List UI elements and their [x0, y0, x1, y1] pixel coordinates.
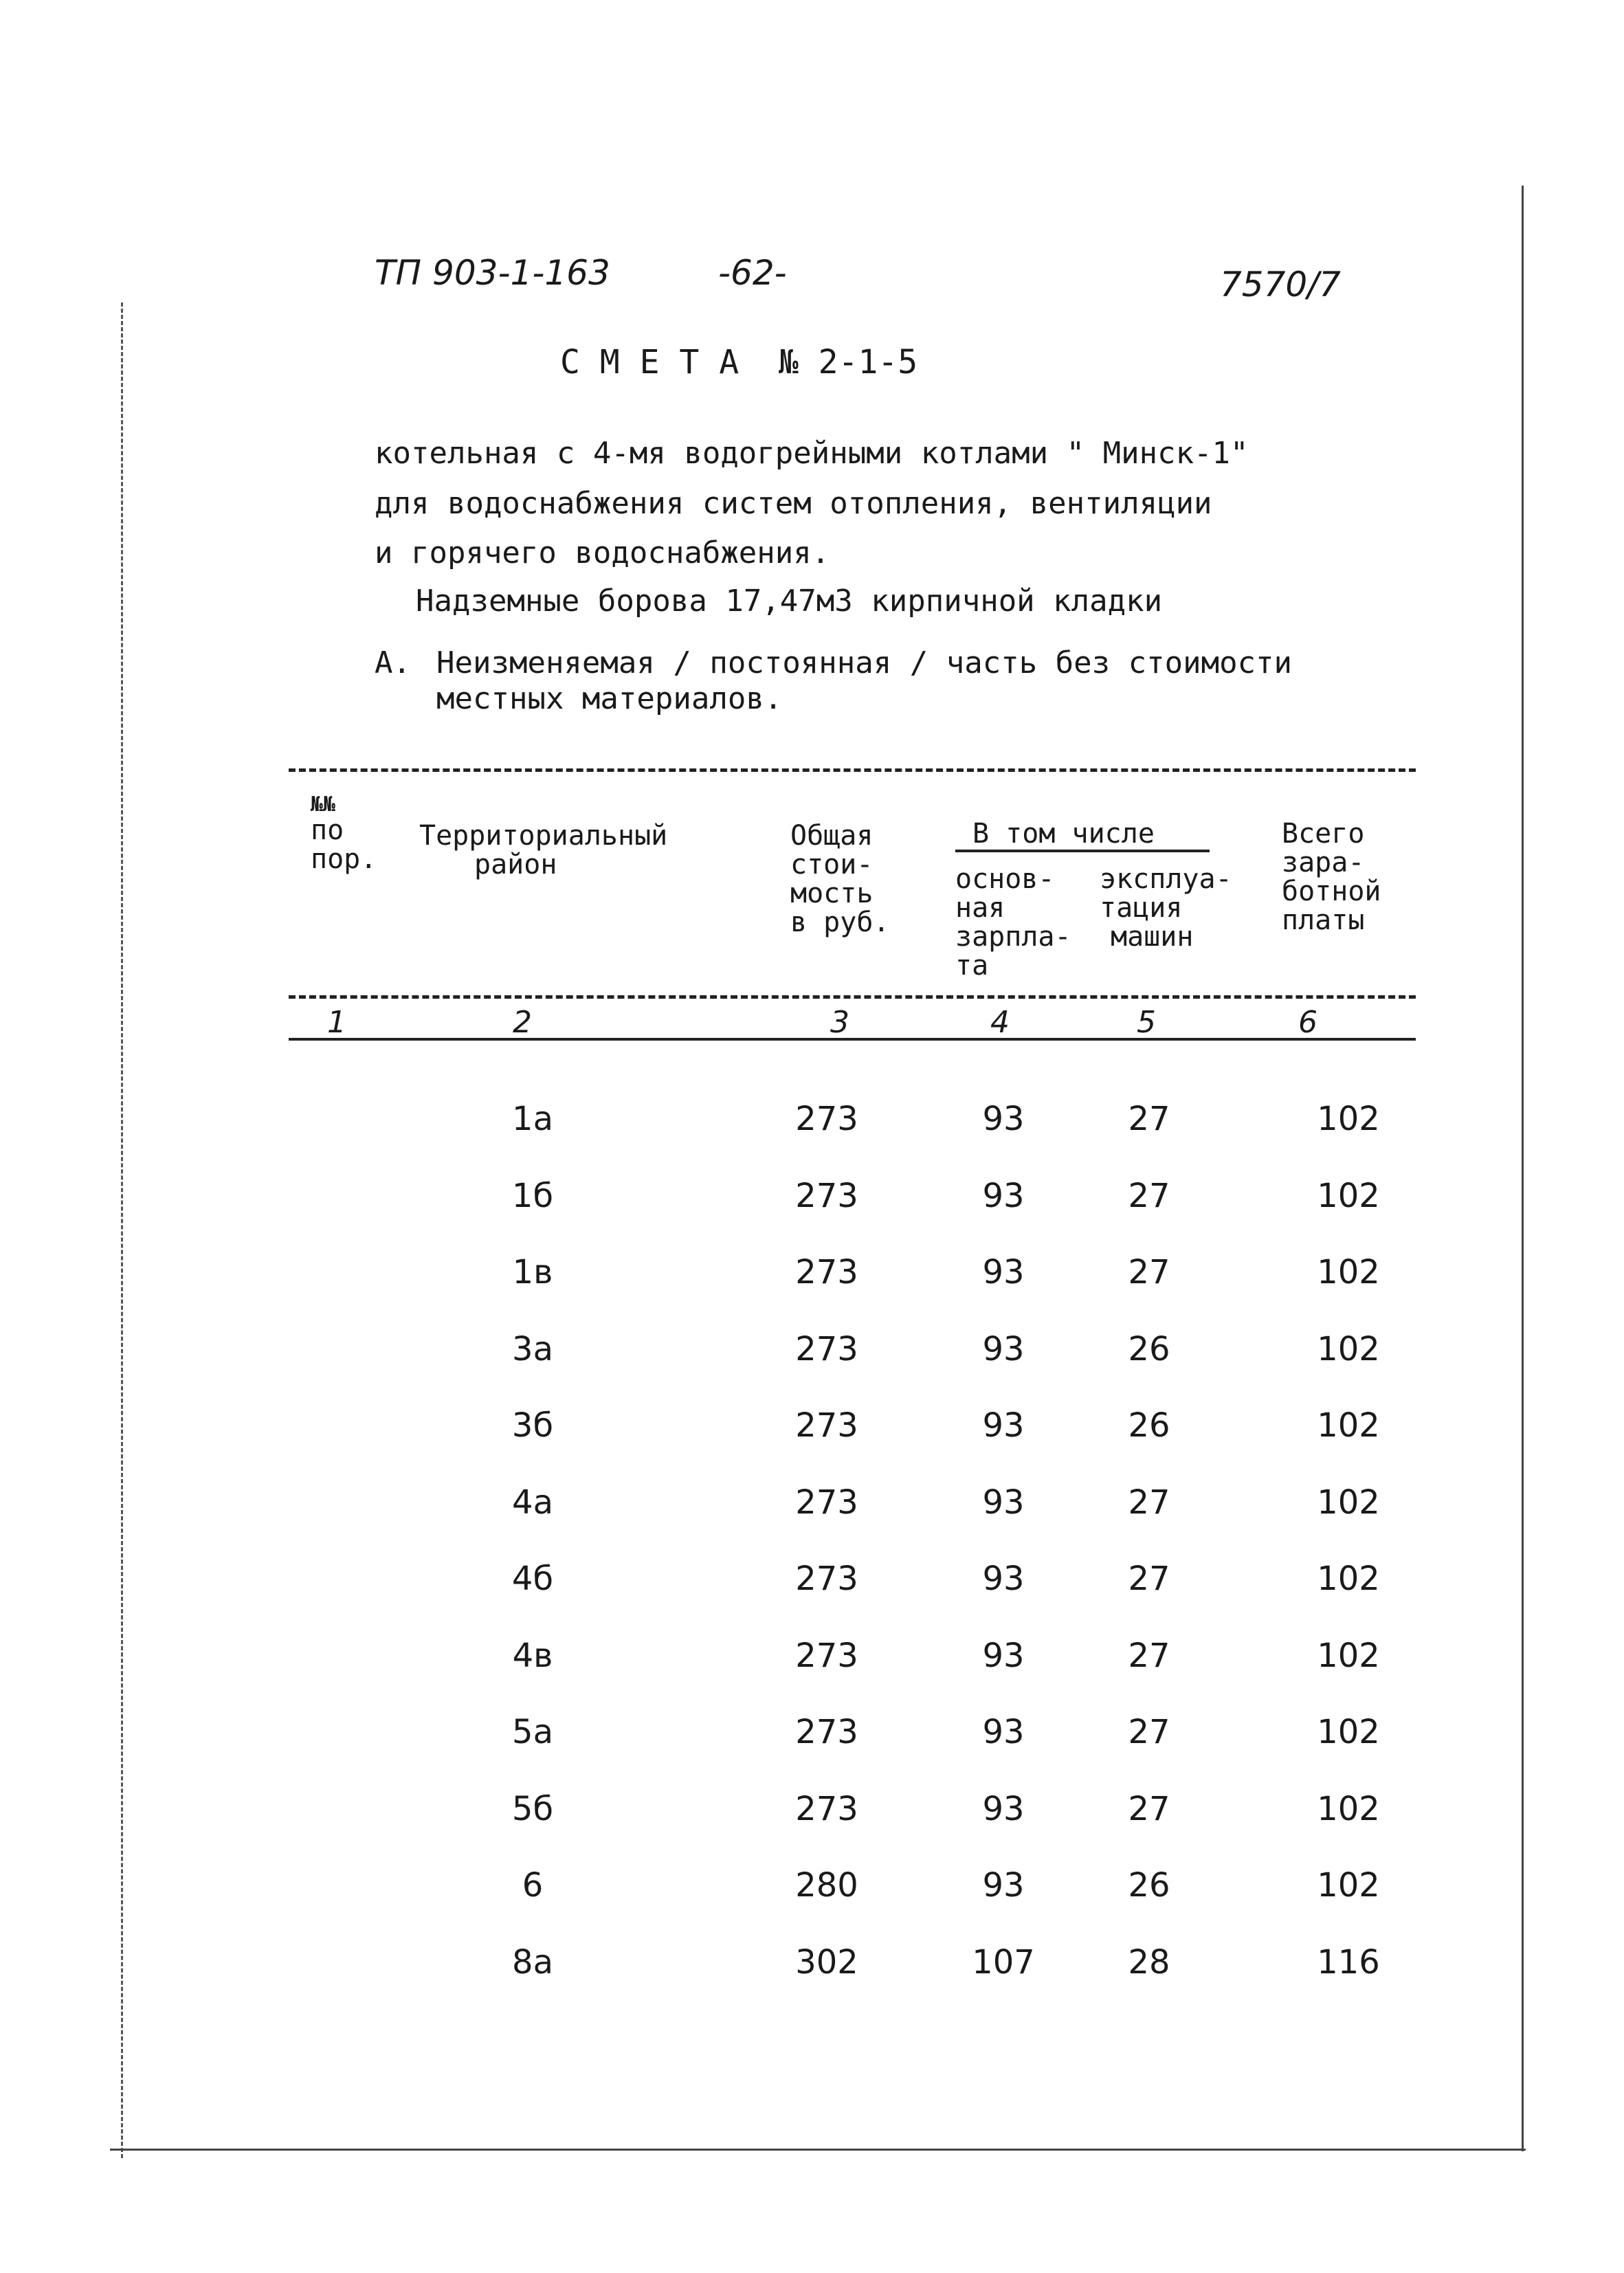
cell-machine-operation: 26: [1128, 1406, 1170, 1445]
table-row: [0, 1406, 1624, 1448]
colnum-underline: [289, 1038, 1416, 1041]
cell-total-cost: 273: [795, 1330, 858, 1368]
table-row: [0, 1713, 1624, 1754]
description-line-2: для водоснабжения систем отопления, вентиляции: [375, 485, 1212, 521]
cell-district: 6: [522, 1866, 544, 1905]
right-frame-line: [1522, 186, 1524, 2151]
cell-total-wages: 102: [1317, 1483, 1380, 1522]
cell-total-cost: 280: [795, 1866, 858, 1905]
cell-base-salary: 93: [982, 1560, 1025, 1598]
cell-base-salary: 93: [982, 1100, 1025, 1138]
cell-district: 5б: [511, 1790, 554, 1828]
cell-district: 1а: [512, 1100, 553, 1138]
cell-machine-operation: 27: [1128, 1483, 1170, 1522]
cell-base-salary: 93: [982, 1790, 1025, 1828]
cell-machine-operation: 27: [1128, 1637, 1170, 1675]
cell-total-wages: 102: [1317, 1790, 1380, 1828]
cell-total-cost: 273: [795, 1790, 858, 1828]
colnum-3: 3: [830, 1005, 849, 1040]
cell-district: 5а: [512, 1713, 553, 1751]
cell-total-cost: 273: [795, 1253, 858, 1291]
cell-district: 3а: [512, 1330, 553, 1368]
cell-total-wages: 102: [1317, 1330, 1380, 1368]
cell-total-cost: 273: [795, 1406, 858, 1445]
cell-total-wages: 102: [1317, 1637, 1380, 1675]
cell-total-wages: 102: [1317, 1560, 1380, 1598]
cell-total-wages: 102: [1317, 1100, 1380, 1138]
cell-base-salary: 93: [982, 1483, 1025, 1522]
cell-total-cost: 273: [795, 1177, 858, 1215]
cell-total-wages: 102: [1317, 1406, 1380, 1445]
section-line-1: Неизменяемая / постоянная / часть без стоимости: [436, 645, 1293, 680]
table-row: [0, 1177, 1624, 1218]
bottom-frame-line: [110, 2149, 1526, 2151]
description-line-1: котельная с 4-мя водогрейными котлами " Минск-1": [375, 436, 1249, 471]
header-col6: Всего зара- ботной платы: [1282, 818, 1381, 936]
cell-total-cost: 273: [795, 1713, 858, 1751]
cell-total-wages: 116: [1317, 1943, 1380, 1982]
section-line-2: местных материалов.: [436, 681, 783, 716]
estimate-title: С М Е Т А № 2-1-5: [560, 343, 918, 381]
cell-base-salary: 107: [972, 1943, 1035, 1982]
cell-machine-operation: 27: [1128, 1100, 1170, 1138]
cell-base-salary: 93: [982, 1713, 1025, 1751]
cell-district: 4а: [512, 1483, 553, 1522]
archive-number: 7570/7: [1220, 265, 1341, 304]
cell-total-wages: 102: [1317, 1177, 1380, 1215]
cell-machine-operation: 27: [1128, 1713, 1170, 1751]
header-col4: основ- ная зарпла- та: [955, 863, 1071, 982]
cell-total-cost: 273: [795, 1637, 858, 1675]
table-row: [0, 1866, 1624, 1907]
cell-district: 4б: [511, 1560, 554, 1598]
section-letter: А.: [375, 645, 411, 680]
header-bottom-line: [289, 995, 1416, 999]
cell-district: 8а: [512, 1943, 553, 1982]
description: [375, 436, 1249, 571]
cell-total-cost: 273: [795, 1560, 858, 1598]
table-row: [0, 1483, 1624, 1524]
cell-total-cost: 302: [795, 1943, 858, 1982]
header-group: В том числе: [972, 818, 1155, 850]
header-col5: эксплуа- тация машин: [1100, 863, 1232, 953]
cell-machine-operation: 27: [1128, 1790, 1170, 1828]
cell-total-cost: 273: [795, 1100, 858, 1138]
cell-total-wages: 102: [1317, 1713, 1380, 1751]
cell-district: 3б: [511, 1406, 554, 1445]
cell-machine-operation: 27: [1128, 1560, 1170, 1598]
colnum-4: 4: [990, 1005, 1010, 1040]
cell-base-salary: 93: [982, 1330, 1025, 1368]
cell-base-salary: 93: [982, 1253, 1025, 1291]
table-row: [0, 1637, 1624, 1678]
cell-base-salary: 93: [982, 1637, 1025, 1675]
table-row: [0, 1790, 1624, 1831]
description-line-3: и горячего водоснабжения.: [375, 535, 830, 571]
cell-total-wages: 102: [1317, 1253, 1380, 1291]
cell-machine-operation: 26: [1128, 1330, 1170, 1368]
cell-district: 1в: [512, 1253, 553, 1291]
cell-district: 1б: [511, 1177, 554, 1215]
cell-base-salary: 93: [982, 1177, 1025, 1215]
table-row: [0, 1253, 1624, 1294]
cell-total-wages: 102: [1317, 1866, 1380, 1905]
colnum-5: 5: [1137, 1005, 1156, 1040]
cell-base-salary: 93: [982, 1866, 1025, 1905]
table-top-line: [289, 768, 1416, 772]
table-row: [0, 1943, 1624, 1984]
table-row: [0, 1560, 1624, 1601]
header-col1: №№ по пор.: [311, 792, 377, 875]
cell-district: 4в: [512, 1637, 553, 1675]
table-row: [0, 1330, 1624, 1371]
header-col2: Территориальный район: [419, 820, 668, 880]
table-row: [0, 1100, 1624, 1141]
cell-machine-operation: 27: [1128, 1253, 1170, 1291]
cell-total-cost: 273: [795, 1483, 858, 1522]
group-underline: [955, 850, 1210, 852]
subtitle: Надземные борова 17,47м3 кирпичной кладки: [416, 584, 1163, 619]
page-number: -62-: [718, 253, 787, 293]
header-col3: Общая стои- мость в руб.: [790, 820, 890, 938]
doc-code: ТП 903-1-163: [375, 253, 610, 293]
cell-machine-operation: 28: [1128, 1943, 1170, 1982]
cell-machine-operation: 27: [1128, 1177, 1170, 1215]
cell-base-salary: 93: [982, 1406, 1025, 1445]
colnum-6: 6: [1298, 1005, 1317, 1040]
cell-machine-operation: 26: [1128, 1866, 1170, 1905]
colnum-1: 1: [327, 1005, 346, 1040]
colnum-2: 2: [513, 1005, 532, 1040]
